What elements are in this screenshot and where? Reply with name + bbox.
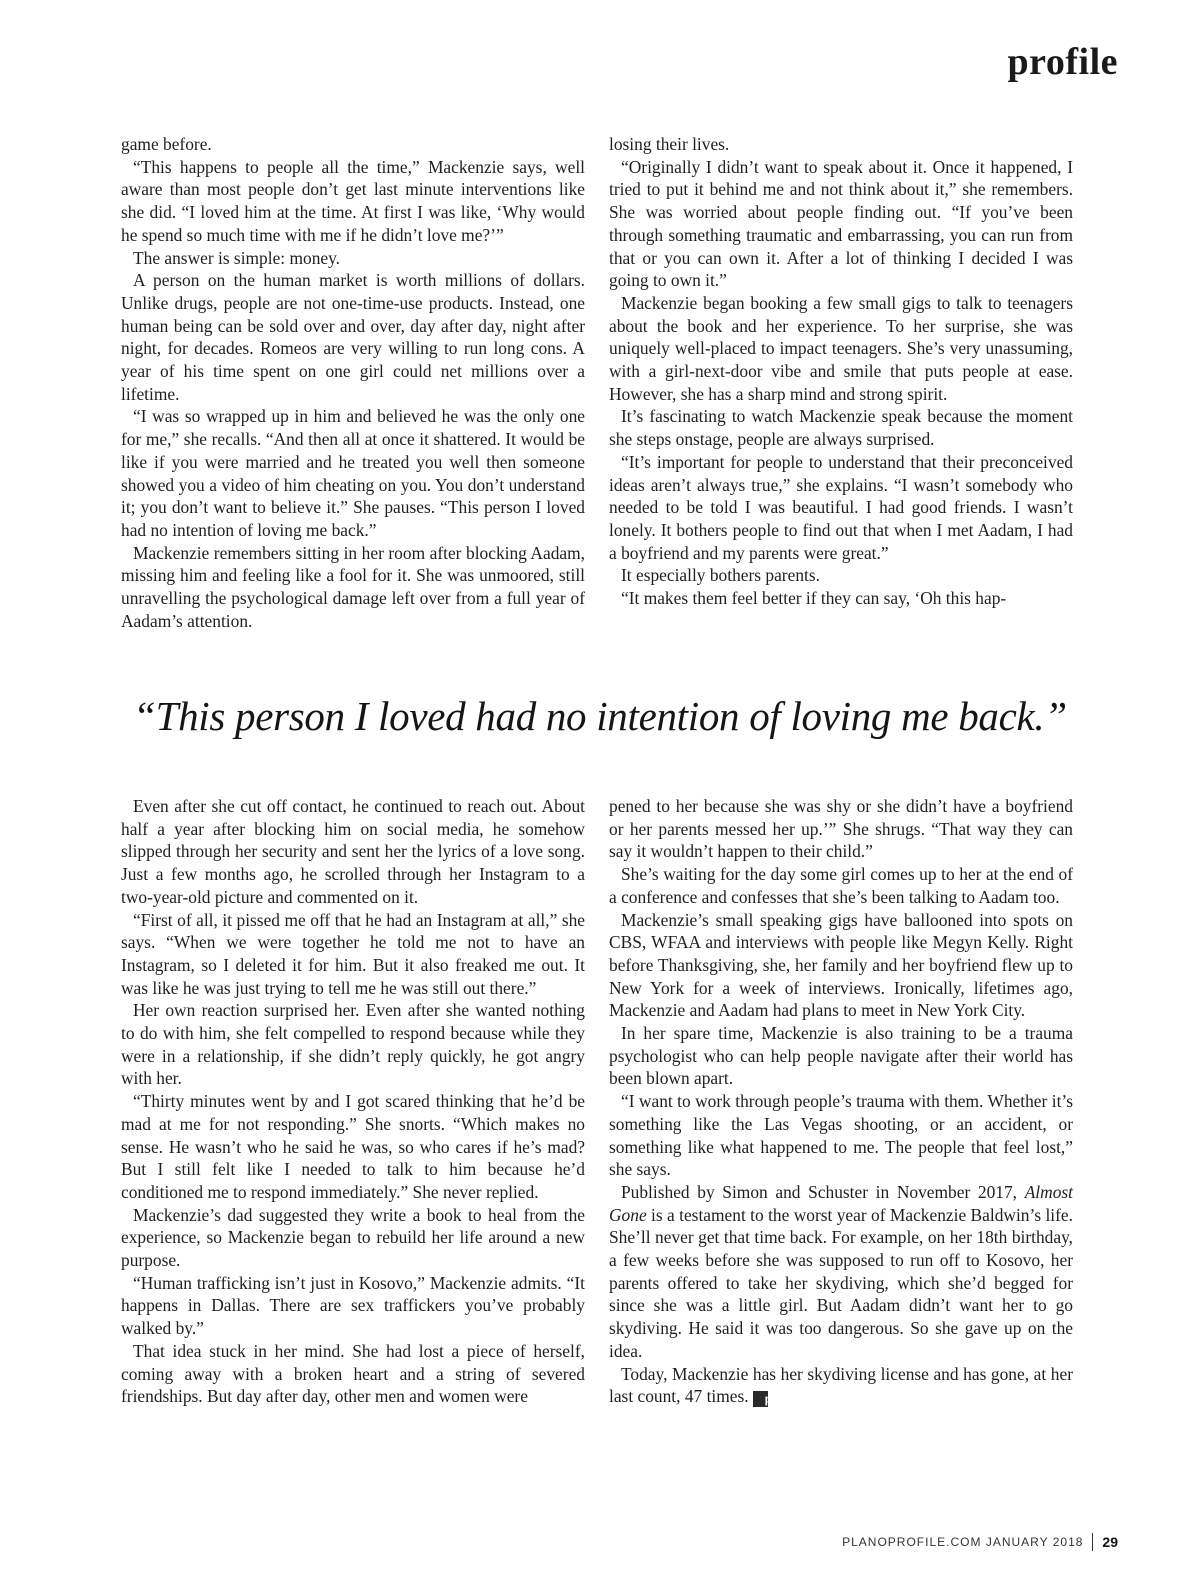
footer-site: PLANOPROFILE.COM [842,1535,982,1549]
paragraph: It especially bothers parents. [621,565,820,586]
paragraph: “I want to work through people’s trauma with them. Whether it’s something like the Las Vegas shooting, or an accident, or something like what happened to me. The people that feel lost,” she says. [609,1091,1073,1180]
paragraph: “It’s important for people to understand that their preconceived ideas aren’t always true,” she explains. “I wasn’t somebody who needed to be told I was beautiful. I had good friends. I wasn’t lonely. It bothers people to find out that when I met Aadam, I had a boyfriend and my parents were great.” [609,451,1073,563]
bottom-left-column [121,795,585,1408]
book-title: Almost Gone [609,1181,1073,1225]
paragraph: pened to her because she was shy or she didn’t have a boyfriend or her parents messed her up.’” She shrugs. “That way they can say it wouldn’t happen to their child.” [609,796,1073,862]
paragraph: Mackenzie remembers sitting in her room after blocking Aadam, missing him and feeling like a fool for it. She was unmoored, still unravelling the psychological damage left over from a full year of Aadam’s attention. [121,542,585,631]
paragraph: That idea stuck in her mind. She had lost a piece of herself, coming away with a broken heart and a string of severed friendships. But day after day, other men and women were [121,1340,585,1407]
paragraph: The answer is simple: money. [133,247,341,268]
paragraph: Mackenzie began booking a few small gigs to talk to teenagers about the book and her experience. To her surprise, she was uniquely well-placed to impact teenagers. She’s very unassuming, with a girl-next-door vibe and smile that puts people at ease. However, she has a sharp mind and strong spirit. [609,292,1073,404]
paragraph: A person on the human market is worth millions of dollars. Unlike drugs, people are not one-time-use products. Instead, one human being can be sold over and over, day after day, night after night, for decades. Romeos are very willing to run long cons. A year of his time spent on one girl could net millions over a lifetime. [121,270,585,404]
paragraph: “First of all, it pissed me off that he had an Instagram at all,” she says. “When we were together he told me not to have an Instagram, so I deleted it for him. But it also freaked me out. It was like he was just trying to tell me he was still out there.” [121,909,585,998]
paragraph: Even after she cut off contact, he continued to reach out. About half a year after blocking him on social media, he somehow slipped through her security and sent her the lyrics of a love song. Just a few months ago, he scrolled through her Instagram to a two-year-old picture and commented on it. [121,796,585,907]
paragraph: “This happens to people all the time,” Mackenzie says, well aware than most people don’t get last minute interventions like she did. “I loved him at the time. At first I was like, ‘Why would he spend so much time with me if he didn’t love me?’” [121,156,585,245]
published-prefix: Published by Simon and Schuster in November 2017, [621,1181,1025,1202]
paragraph: “Thirty minutes went by and I got scared thinking that he’d be mad at me for not responding.” She snorts. “Which makes no sense. He wasn’t who he said he was, so who cares if he’s mad? But I still felt like I needed to talk to him because he’d conditioned me to respond immediately.” She never replied. [121,1091,585,1202]
published-suffix: is a testament to the worst year of Mackenzie Baldwin’s life. She’ll never get that time back. For example, on her 18th birthday, a few weeks before she was supposed to run off to Kosovo, her parents offered to take her skydiving, which she’d begged for since she was a little girl. But Aadam didn’t want her to go skydiving. He said it was too dangerous. So she gave up on the idea. [609,1204,1073,1361]
paragraph-closing [609,1363,1073,1408]
paragraph: In her spare time, Mackenzie is also training to be a trauma psychologist who can help people navigate after their world has been blown apart. [609,1023,1073,1089]
paragraph: Her own reaction surprised her. Even after she wanted nothing to do with him, she felt compelled to respond because while they were in a relationship, if she didn’t reply quickly, he got angry with her. [121,1000,585,1089]
paragraph: “Human trafficking isn’t just in Kosovo,” Mackenzie admits. “It happens in Dallas. There are sex traffickers you’ve probably walked by.” [121,1272,585,1339]
paragraph: Mackenzie’s small speaking gigs have ballooned into spots on CBS, WFAA and interviews with people like Megyn Kelly. Right before Thanksgiving, she, her family and her boyfriend flew up to New York for a week of interviews. Ironically, lifetimes ago, Mackenzie and Aadam had plans to meet in New York City. [609,909,1073,1021]
page-footer [842,1533,1118,1551]
paragraph: Mackenzie’s dad suggested they write a book to heal from the experience, so Mackenzie began to rebuild her life around a new purpose. [121,1204,585,1271]
section-label: profile [1007,41,1118,83]
paragraph: losing their lives. [609,134,730,154]
pull-quote: “This person I loved had no intention of loving me back.” [133,693,1067,739]
bottom-right-column [609,795,1073,1408]
footer-issue: JANUARY 2018 [985,1535,1084,1549]
paragraph: She’s waiting for the day some girl comes up to her at the end of a conference and confesses that she’s been talking to Aadam too. [609,864,1073,907]
top-right-column [609,133,1073,632]
paragraph: “It makes them feel better if they can say, ‘Oh this hap- [621,588,1007,609]
paragraph: “I was so wrapped up in him and believed he was the only one for me,” she recalls. “And then all at once it shattered. It would be like if you were married and he treated you well then someone showed you a video of him cheating on you. You don’t understand it; you don’t want to believe it.” She pauses. “This person I loved had no intention of loving me back.” [121,406,585,540]
top-left-column [121,133,585,632]
paragraph: It’s fascinating to watch Mackenzie speak because the moment she steps onstage, people are always surprised. [609,406,1073,450]
footer-divider [1092,1533,1093,1551]
paragraph: “Originally I didn’t want to speak about it. Once it happened, I tried to put it behind me and not think about it,” she remembers. She was worried about people finding out. “If you’ve been through something traumatic and embarrassing, you can run from that or you can own it. After a lot of thinking I decided I was going to own it.” [609,156,1073,291]
paragraph-published [609,1181,1073,1363]
top-columns [121,133,1073,632]
bottom-columns [121,795,1073,1408]
closing-text: Today, Mackenzie has her skydiving license and has gone, at her last count, 47 times. [609,1363,1073,1407]
paragraph: game before. [121,134,212,154]
end-mark-icon: p [753,1391,768,1407]
page-number: 29 [1102,1534,1118,1550]
